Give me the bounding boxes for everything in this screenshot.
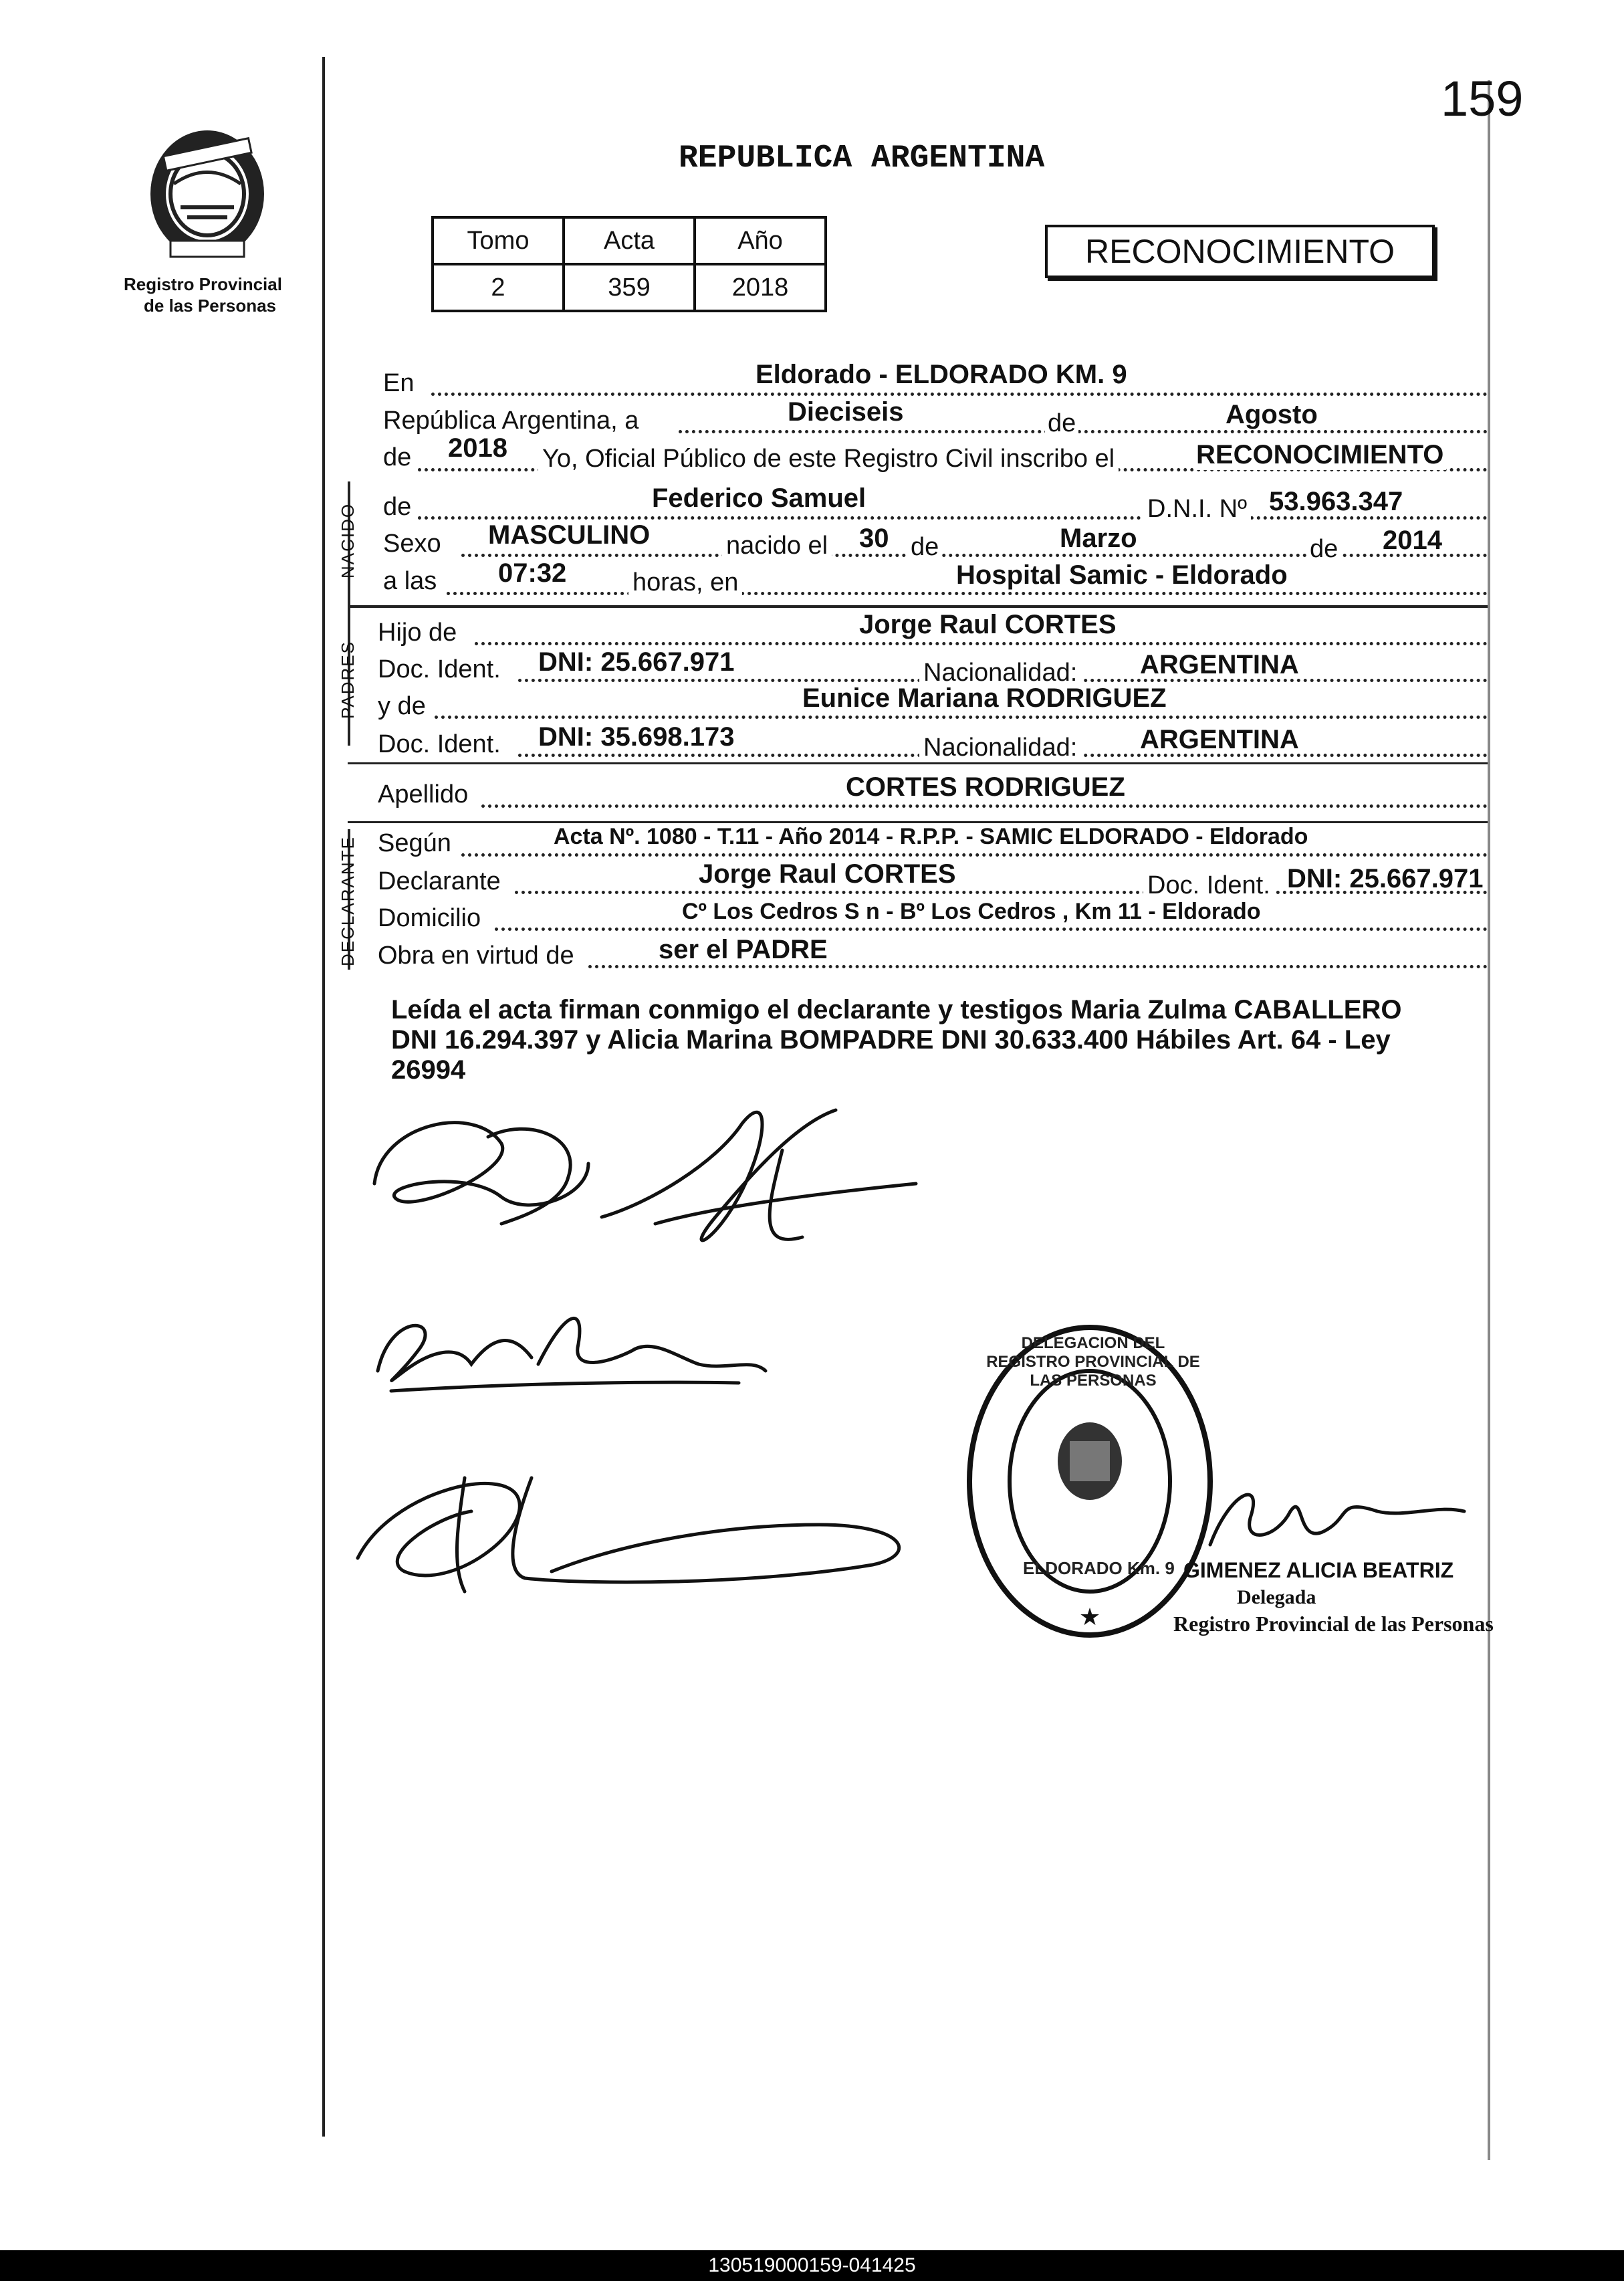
table-header-acta: Acta xyxy=(564,217,695,264)
de-label: de xyxy=(1045,409,1078,438)
father-name: Jorge Raul CORTES xyxy=(859,610,1117,639)
mother-doc-label: Doc. Ident. xyxy=(378,730,501,758)
child-dni: 53.963.347 xyxy=(1269,487,1403,516)
table-header-ano: Año xyxy=(695,217,826,264)
month-value: Agosto xyxy=(1226,400,1318,429)
year-value: 2018 xyxy=(448,433,507,463)
footer-code: 130519000159-041425 xyxy=(708,2254,916,2276)
witness-signature-2 xyxy=(351,1438,953,1612)
segun-label: Según xyxy=(378,829,451,857)
father-doc: DNI: 25.667.971 xyxy=(538,647,735,677)
registry-name-line2: de las Personas xyxy=(144,296,276,316)
declarante-doc-label: Doc. Ident. xyxy=(1143,871,1274,900)
official-title: Delegada xyxy=(1237,1586,1316,1608)
declarante-name: Jorge Raul CORTES xyxy=(699,859,956,889)
mother-name: Eunice Mariana RODRIGUEZ xyxy=(802,683,1167,713)
birth-month: Marzo xyxy=(1060,524,1137,553)
declarante-side-label: DECLARANTE xyxy=(338,836,358,966)
birth-de-label: de xyxy=(908,533,941,562)
horas-label: horas, en xyxy=(628,568,742,597)
inscribo-value: RECONOCIMIENTO xyxy=(1193,440,1446,470)
domicilio-label: Domicilio xyxy=(378,904,481,932)
father-doc-label: Doc. Ident. xyxy=(378,655,501,683)
left-margin-line xyxy=(322,57,325,2137)
official-name: GIMENEZ ALICIA BEATRIZ xyxy=(1183,1558,1454,1582)
birth-year: 2014 xyxy=(1383,526,1442,555)
birth-day: 30 xyxy=(859,524,889,553)
father-nat-label: Nacionalidad: xyxy=(919,659,1081,687)
page-number: 159 xyxy=(1441,71,1524,126)
republica-label: República Argentina, a xyxy=(383,407,639,435)
closing-line-2: DNI 16.294.397 y Alicia Marina BOMPADRE DNI 30.633.400 Hábiles Art. 64 - Ley xyxy=(391,1025,1391,1055)
father-nationality: ARGENTINA xyxy=(1140,650,1299,679)
table-value-acta: 359 xyxy=(564,264,695,311)
nacido-de-label: de xyxy=(383,493,412,521)
obra-label: Obra en virtud de xyxy=(378,942,574,970)
document-title: REPUBLICA ARGENTINA xyxy=(679,140,1045,177)
witness-signature-1 xyxy=(364,1271,799,1404)
padres-side-label: PADRES xyxy=(338,641,358,719)
seal-inner-text: ELDORADO Km. 9 xyxy=(1023,1558,1175,1578)
svg-text:★: ★ xyxy=(1078,1603,1101,1630)
closing-line-3: 26994 xyxy=(391,1055,466,1085)
day-value: Dieciseis xyxy=(788,397,904,427)
footer-bar xyxy=(0,2250,1624,2281)
year-de-label: de xyxy=(383,443,412,471)
declarante-label: Declarante xyxy=(378,867,501,895)
child-name: Federico Samuel xyxy=(652,483,866,513)
en-label: En xyxy=(383,369,415,397)
birth-hour: 07:32 xyxy=(498,558,567,588)
table-value-ano: 2018 xyxy=(695,264,826,311)
mother-yde-label: y de xyxy=(378,692,426,720)
right-margin-line xyxy=(1488,80,1490,2160)
hijo-de-label: Hijo de xyxy=(378,619,457,647)
child-sexo: MASCULINO xyxy=(488,520,651,550)
closing-line-1: Leída el acta firman conmigo el declarante y testigos Maria Zulma CABALLERO xyxy=(391,995,1402,1024)
table-header-tomo: Tomo xyxy=(433,217,564,264)
declarante-doc: DNI: 25.667.971 xyxy=(1287,864,1484,893)
apellido-label: Apellido xyxy=(378,780,469,808)
official-registry: Registro Provincial de las Personas xyxy=(1173,1612,1494,1636)
sexo-label: Sexo xyxy=(383,530,441,558)
birth-place: Hospital Samic - Eldorado xyxy=(956,560,1288,590)
document-type-box xyxy=(1045,225,1435,278)
dni-label: D.N.I. Nº xyxy=(1143,495,1251,524)
inscribo-label: Yo, Oficial Público de este Registro Civil inscribo el xyxy=(538,445,1119,473)
domicilio-value: Cº Los Cedros S n - Bº Los Cedros , Km 11 - Eldorado xyxy=(682,899,1261,924)
mother-doc: DNI: 35.698.173 xyxy=(538,722,735,752)
segun-value: Acta Nº. 1080 - T.11 - Año 2014 - R.P.P. - SAMIC ELDORADO - Eldorado xyxy=(554,824,1308,849)
record-table xyxy=(431,216,827,312)
mother-nationality: ARGENTINA xyxy=(1140,725,1299,754)
document-type: RECONOCIMIENTO xyxy=(1085,233,1395,270)
registry-name-line1: Registro Provincial xyxy=(124,274,282,294)
mother-nat-label: Nacionalidad: xyxy=(919,734,1081,762)
en-value: Eldorado - ELDORADO KM. 9 xyxy=(756,360,1127,389)
table-value-tomo: 2 xyxy=(433,264,564,311)
provincia-misiones-emblem xyxy=(134,120,281,267)
birth-de-label2: de xyxy=(1307,535,1341,564)
alas-label: a las xyxy=(383,567,437,595)
seal-outer-text: DELEGACION DEL REGISTRO PROVINCIAL DE LAS PERSONAS xyxy=(986,1334,1200,1390)
obra-value: ser el PADRE xyxy=(659,935,828,964)
nacido-el-label: nacido el xyxy=(722,532,832,560)
official-signature xyxy=(1203,1451,1471,1571)
declarant-signature xyxy=(368,1083,943,1277)
nacido-side-label: NACIDO xyxy=(338,502,358,578)
apellido-value: CORTES RODRIGUEZ xyxy=(846,772,1125,802)
